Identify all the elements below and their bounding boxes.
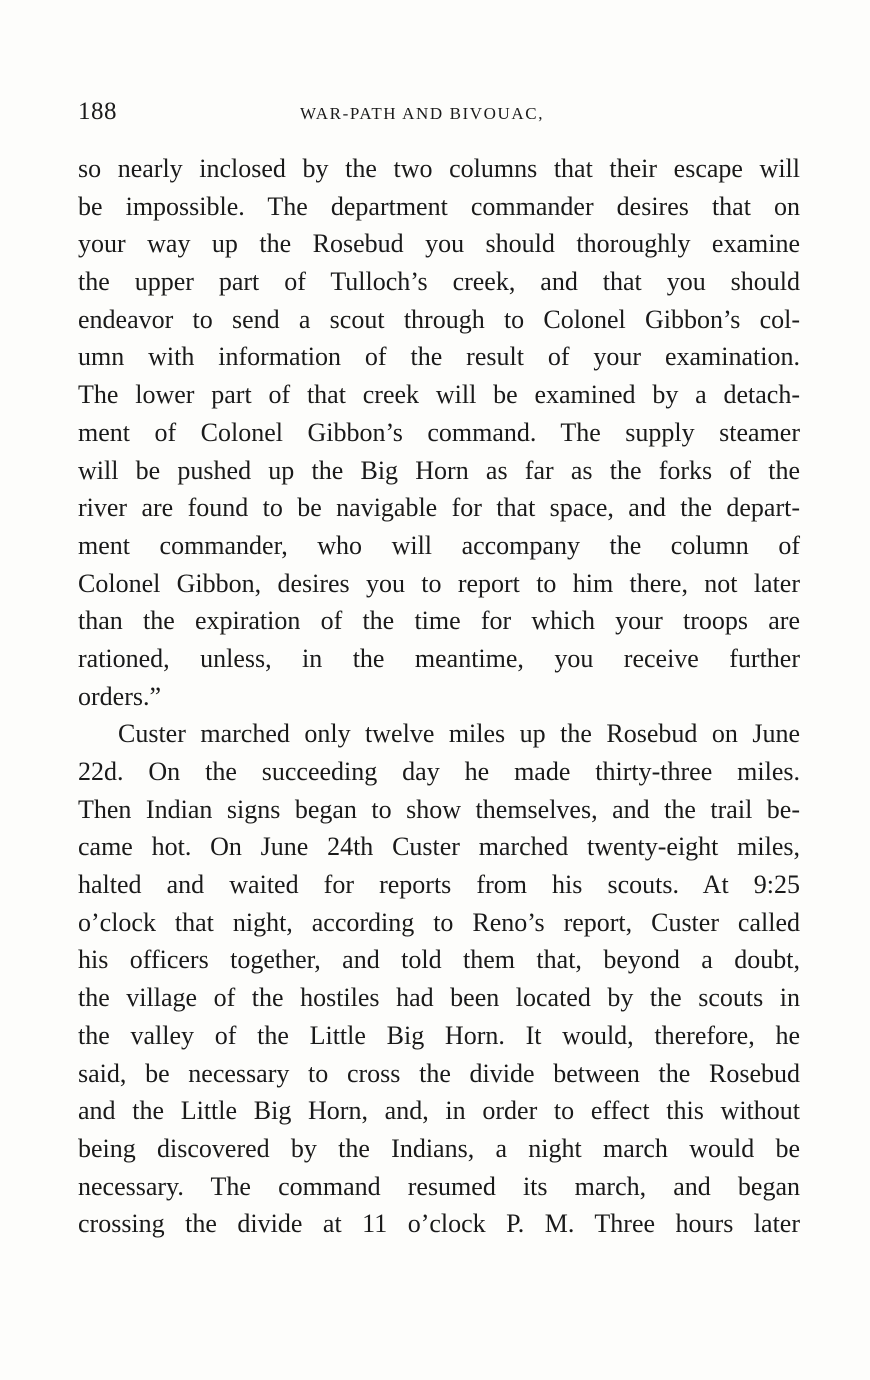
- page-header: [78, 98, 800, 130]
- text-line: came hot. On June 24th Custer marched twenty-eight miles,: [78, 832, 800, 862]
- text-line: halted and waited for reports from his scouts. At 9:25: [78, 870, 800, 900]
- text-line: crossing the divide at 11 o’clock P. M. Three hours later: [78, 1209, 800, 1239]
- text-line: Colonel Gibbon, desires you to report to him there, not later: [78, 568, 800, 598]
- running-head: WAR-PATH AND BIVOUAC,: [300, 104, 545, 123]
- text-line: o’clock that night, according to Reno’s report, Custer called: [78, 907, 800, 937]
- text-line: 22d. On the succeeding day he made thirty-three miles.: [78, 757, 800, 786]
- text-line: ment commander, who will accompany the column of: [78, 530, 800, 560]
- text-line: Custer marched only twelve miles up the Rosebud on June: [118, 719, 800, 749]
- text-line: necessary. The command resumed its march, and began: [78, 1171, 800, 1201]
- page-number: 188: [78, 98, 117, 125]
- text-line: be impossible. The department commander desires that on: [78, 191, 800, 221]
- text-line: orders.”: [78, 681, 162, 711]
- text-line: said, be necessary to cross the divide between the Rosebud: [78, 1058, 800, 1088]
- text-line: the valley of the Little Big Horn. It would, therefore, he: [78, 1020, 800, 1050]
- text-line: endeavor to send a scout through to Colonel Gibbon’s col-: [78, 304, 800, 334]
- text-line: umn with information of the result of your examination.: [78, 342, 800, 372]
- text-line: will be pushed up the Big Horn as far as the forks of the: [78, 455, 800, 485]
- text-line: ment of Colonel Gibbon’s command. The supply steamer: [78, 417, 800, 447]
- text-line: river are found to be navigable for that space, and the depart-: [78, 493, 800, 523]
- text-line: rationed, unless, in the meantime, you receive further: [78, 643, 800, 673]
- text-line: so nearly inclosed by the two columns that their escape will: [78, 154, 800, 183]
- body-text: [78, 150, 800, 1243]
- text-line: The lower part of that creek will be examined by a detach-: [78, 380, 800, 410]
- text-line: being discovered by the Indians, a night march would be: [78, 1133, 800, 1163]
- text-line: the upper part of Tulloch’s creek, and that you should: [78, 267, 800, 297]
- text-line: his officers together, and told them that, beyond a doubt,: [78, 945, 800, 975]
- text-line: your way up the Rosebud you should thoroughly examine: [78, 229, 800, 259]
- text-line: and the Little Big Horn, and, in order to effect this without: [78, 1096, 800, 1126]
- text-line: the village of the hostiles had been located by the scouts in: [78, 983, 800, 1013]
- text-line: than the expiration of the time for which your troops are: [78, 606, 800, 636]
- text-line: Then Indian signs began to show themselves, and the trail be-: [78, 794, 800, 824]
